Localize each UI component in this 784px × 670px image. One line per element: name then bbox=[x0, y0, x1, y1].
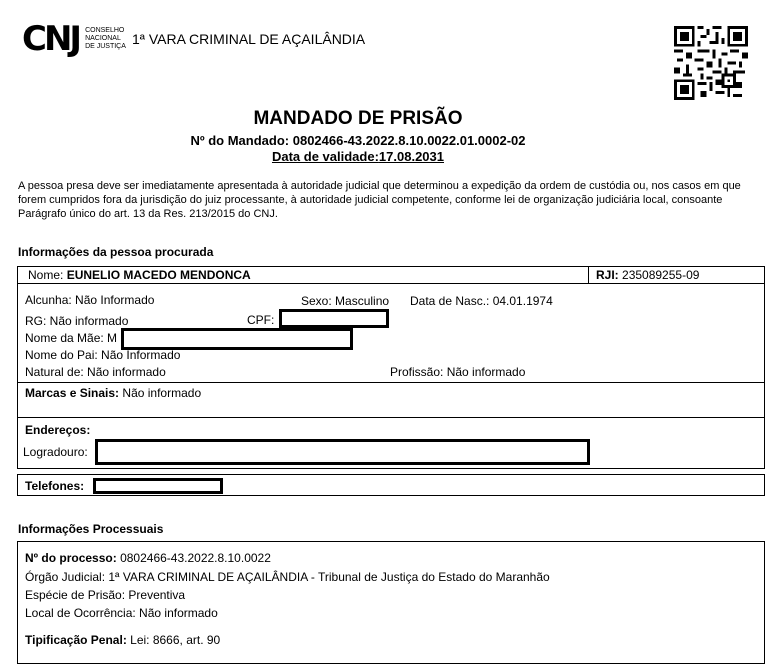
street-redaction bbox=[95, 439, 590, 465]
intro-paragraph: A pessoa presa deve ser imediatamente apresentada à autoridade judicial que determinou a expedição da ordem de custódia ou, nos casos em que forem cumpridos fora da jurisdição do juiz processante, à autoridade judicial competente, conforme lei de organização judiciária local, consoante Parágrafo único do art. 13 da Res. 213/2015 do CNJ. bbox=[18, 180, 741, 220]
phone-box bbox=[17, 474, 765, 496]
process-number: 0802466-43.2022.8.10.0022 bbox=[120, 551, 271, 565]
phones-label: Telefones: bbox=[25, 479, 85, 493]
rji-value: 235089255-09 bbox=[622, 268, 700, 282]
natural-field: Natural de: Não informado bbox=[25, 365, 166, 379]
penal-classification-field: Tipificação Penal: Lei: 8666, art. 90 bbox=[25, 633, 221, 647]
rg-field: RG: Não informado bbox=[25, 314, 129, 328]
birth-date-field: Data de Nasc.: 04.01.1974 bbox=[410, 294, 553, 308]
addresses-label: Endereços: bbox=[25, 423, 91, 437]
validade-value: 17.08.2031 bbox=[378, 149, 444, 164]
mandado-number bbox=[0, 133, 716, 148]
mandado-label: Nº do Mandado: bbox=[190, 133, 290, 148]
occurrence-location-field: Local de Ocorrência: Não informado bbox=[25, 606, 218, 620]
process-box bbox=[17, 541, 765, 664]
cnj-logo-subtitle: CONSELHO NACIONAL DE JUSTIÇA bbox=[85, 27, 126, 50]
person-section-title: Informações da pessoa procurada bbox=[18, 245, 214, 259]
document-title: MANDADO DE PRISÃO bbox=[253, 108, 463, 129]
rji-field: RJI: 235089255-09 bbox=[596, 268, 700, 282]
phone-redaction bbox=[93, 478, 223, 494]
cnj-logo bbox=[22, 19, 126, 59]
alcunha-field: Alcunha: Não Informado bbox=[25, 293, 155, 307]
cpf-label: CPF: bbox=[247, 313, 275, 327]
name-row bbox=[17, 266, 765, 284]
marks-field: Marcas e Sinais: Não informado bbox=[25, 386, 202, 400]
person-name: EUNELIO MACEDO MENDONCA bbox=[66, 268, 251, 282]
validity-date bbox=[0, 149, 716, 164]
marks-box bbox=[17, 382, 765, 418]
validade-label: Data de validade: bbox=[271, 149, 379, 164]
father-name-field: Nome do Pai: Não Informado bbox=[25, 348, 181, 362]
penal-classification-value: Lei: 8666, art. 90 bbox=[130, 633, 221, 647]
sexo-field: Sexo: Masculino bbox=[301, 294, 390, 308]
mother-name-field: Nome da Mãe: M bbox=[25, 331, 118, 345]
mother-name-redaction bbox=[121, 328, 353, 350]
mandado-value: 0802466-43.2022.8.10.0022.01.0002-02 bbox=[292, 133, 526, 148]
marks-value: Não informado bbox=[122, 386, 202, 400]
person-details-box bbox=[17, 283, 765, 383]
cnj-logo-mark: CNJ bbox=[22, 19, 80, 59]
name-field: Nome: EUNELIO MACEDO MENDONCA bbox=[28, 268, 251, 282]
judicial-body-field: Órgão Judicial: 1ª VARA CRIMINAL DE AÇAILÂNDIA - Tribunal de Justiça do Estado do Maranhão bbox=[25, 570, 550, 584]
name-row-divider bbox=[588, 267, 589, 283]
prison-type-field: Espécie de Prisão: Preventiva bbox=[25, 588, 186, 602]
process-section-title: Informações Processuais bbox=[18, 522, 164, 536]
court-name: 1ª VARA CRIMINAL DE AÇAILÂNDIA bbox=[132, 31, 366, 47]
street-label: Logradouro: bbox=[23, 445, 88, 459]
process-number-field: Nº do processo: 0802466-43.2022.8.10.0022 bbox=[25, 551, 271, 565]
profession-field: Profissão: Não informado bbox=[390, 365, 526, 379]
cpf-redaction bbox=[279, 309, 389, 328]
address-box bbox=[17, 417, 765, 469]
qr-code bbox=[674, 26, 748, 100]
